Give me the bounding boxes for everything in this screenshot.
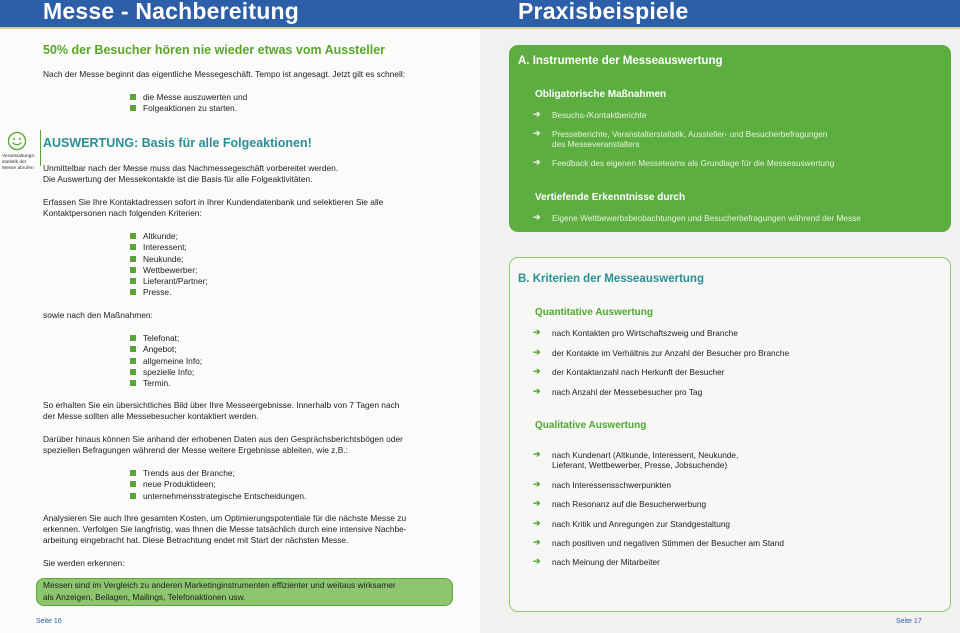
list-item: Trends aus der Branche; — [130, 468, 306, 479]
headline: 50% der Besucher hören nie wieder etwas vom Aussteller — [43, 43, 386, 57]
arrow-icon: ➔ — [533, 518, 541, 528]
arrow-item: ➔ der Kontakte im Verhältnis zur Anzahl der Besucher pro Branche — [533, 347, 790, 358]
arrow-icon: ➔ — [533, 479, 541, 489]
bullet-square-icon — [130, 267, 136, 273]
bullet-square-icon — [130, 94, 136, 100]
left-page-title: Messe - Nachbereitung — [43, 0, 299, 24]
arrow-icon: ➔ — [533, 212, 541, 222]
bullet-square-icon — [130, 335, 136, 341]
bullet-square-icon — [130, 278, 136, 284]
paragraph-line: So erhalten Sie ein übersichtliches Bild über Ihre Messeergebnisse. Innerhalb von 7 Tagen nach — [43, 400, 400, 410]
bullet-square-icon — [130, 481, 136, 487]
measures-list — [130, 333, 202, 389]
arrow-item: ➔ nach Resonanz auf die Besucherwerbung — [533, 498, 707, 509]
list-item: Angebot; — [130, 344, 202, 355]
highlight-line: Messen sind im Vergleich zu anderen Marketinginstrumenten effizienter und weitaus wirksamer — [43, 580, 396, 590]
arrow-icon: ➔ — [533, 366, 541, 376]
results-list — [130, 468, 306, 502]
bullet-square-icon — [130, 233, 136, 239]
paragraph-line: erkennen. Verfolgen Sie langfristig, was Ihnen die Messe tatsächlich durch eine intensive Nachbe- — [43, 524, 407, 534]
list-item: Interessent; — [130, 242, 208, 253]
list-item: Altkunde; — [130, 231, 208, 242]
arrow-item: ➔ nach Kontakten pro Wirtschaftszweig und Branche — [533, 327, 738, 338]
box-b-title: B. Kriterien der Messeauswertung — [518, 273, 704, 285]
bullet-square-icon — [130, 470, 136, 476]
intro-text: Nach der Messe beginnt das eigentliche Messegeschäft. Tempo ist angesagt. Jetzt gilt es schnell: — [43, 69, 406, 79]
paragraph-line: Erfassen Sie Ihre Kontaktadressen sofort in Ihrer Kundendatenbank und selektieren Sie alle — [43, 197, 384, 207]
arrow-item: ➔ Besuchs-/Kontaktberichte — [533, 109, 647, 120]
list-item: Lieferant/Partner; — [130, 276, 208, 287]
bullet-square-icon — [130, 358, 136, 364]
arrow-icon: ➔ — [533, 498, 541, 508]
bullet-square-icon — [130, 289, 136, 295]
arrow-icon: ➔ — [533, 347, 541, 357]
list-item: Folgeaktionen zu starten. — [130, 103, 247, 114]
side-note-divider — [40, 130, 41, 166]
right-page-title: Praxisbeispiele — [518, 0, 689, 24]
side-note: Veranstaltungs-statistik der Messe abrufen — [2, 154, 36, 171]
section-title: AUSWERTUNG: Basis für alle Folgeaktionen! — [43, 136, 312, 150]
list-item: Neukunde; — [130, 254, 208, 265]
arrow-item: ➔ Feedback des eigenen Messeteams als Grundlage für die Messeauswertung — [533, 157, 835, 168]
box-a-title: A. Instrumente der Messeauswertung — [518, 55, 723, 67]
arrow-item-line: Lieferant, Wettbewerber, Presse, Jobsuchende) — [552, 460, 728, 470]
list-item: allgemeine Info; — [130, 356, 202, 367]
arrow-item: ➔ Presseberichte, Veranstalterstatistik, Aussteller- und Besucherbefragungen — [533, 128, 828, 139]
arrow-item: ➔ Eigene Wettbewerbsbeobachtungen und Besucherbefragungen während der Messe — [533, 212, 861, 223]
bullet-square-icon — [130, 105, 136, 111]
paragraph-line: Analysieren Sie auch Ihre gesamten Kosten, um Optimierungspotentiale für die nächste Messe zu — [43, 513, 407, 523]
box-a-subtitle: Vertiefende Erkenntnisse durch — [535, 192, 686, 203]
list-item: Wettbewerber; — [130, 265, 208, 276]
arrow-icon: ➔ — [533, 109, 541, 119]
paragraph-line: Die Auswertung der Messekontakte ist die Basis für alle Folgeaktivitäten. — [43, 174, 313, 184]
bullet-square-icon — [130, 256, 136, 262]
arrow-icon: ➔ — [533, 556, 541, 566]
arrow-item: ➔ nach Meinung der Mitarbeiter — [533, 556, 660, 567]
paragraph-line: Unmittelbar nach der Messe muss das Nachmessegeschäft vorbereitet werden. — [43, 163, 339, 173]
arrow-icon: ➔ — [533, 128, 541, 138]
arrow-item: ➔ nach Interessensschwerpunkten — [533, 479, 671, 490]
measures-intro: sowie nach den Maßnahmen: — [43, 310, 153, 320]
arrow-icon: ➔ — [533, 537, 541, 547]
arrow-item: ➔ der Kontaktanzahl nach Herkunft der Besucher — [533, 366, 725, 377]
page-number-right: Seite 17 — [896, 618, 922, 625]
arrow-icon: ➔ — [533, 449, 541, 459]
header-divider — [0, 27, 960, 29]
arrow-icon: ➔ — [533, 386, 541, 396]
list-item: spezielle Info; — [130, 367, 202, 378]
arrow-item-line: des Messeveranstalters — [552, 139, 640, 149]
paragraph-line: Sie werden erkennen: — [43, 558, 125, 568]
arrow-item: ➔ nach positiven und negativen Stimmen der Besucher am Stand — [533, 537, 784, 548]
box-a-subtitle: Obligatorische Maßnahmen — [535, 89, 667, 100]
list-item: unternehmensstrategische Entscheidungen. — [130, 491, 306, 502]
paragraph-line: Darüber hinaus können Sie anhand der erhobenen Daten aus den Gesprächsberichtsbögen oder — [43, 434, 403, 444]
bullet-square-icon — [130, 244, 136, 250]
paragraph-line: Kontaktpersonen nach folgenden Kriterien: — [43, 208, 202, 218]
todo-list — [130, 92, 247, 115]
page-number-left: Seite 16 — [36, 618, 62, 625]
box-b-subtitle: Quantitative Auswertung — [535, 307, 653, 318]
list-item: die Messe auszuwerten und — [130, 92, 247, 103]
bullet-square-icon — [130, 380, 136, 386]
list-item: Telefonat; — [130, 333, 202, 344]
arrow-icon: ➔ — [533, 157, 541, 167]
arrow-item: ➔ nach Anzahl der Messebesucher pro Tag — [533, 386, 703, 397]
arrow-icon: ➔ — [533, 327, 541, 337]
list-item: Termin. — [130, 378, 202, 389]
list-item: neue Produktideen; — [130, 479, 306, 490]
paragraph-line: der Messe sollten alle Messebesucher kontaktiert werden. — [43, 411, 259, 421]
box-b-subtitle: Qualitative Auswertung — [535, 420, 647, 431]
bullet-square-icon — [130, 493, 136, 499]
arrow-item: ➔ nach Kritik und Anregungen zur Standgestaltung — [533, 518, 731, 529]
arrow-item: ➔ nach Kundenart (Altkunde, Interessent, Neukunde, — [533, 449, 739, 460]
paragraph-line: speziellen Befragungen während der Messe weitere Ergebnisse ableiten, wie z.B.: — [43, 445, 348, 455]
criteria-list — [130, 231, 208, 299]
bullet-square-icon — [130, 369, 136, 375]
bullet-square-icon — [130, 346, 136, 352]
paragraph-line: arbeitung eingebracht hat. Diese Betrachtung endet mit Start der nächsten Messe. — [43, 535, 349, 545]
highlight-line: als Anzeigen, Beilagen, Mailings, Telefonaktionen usw. — [43, 592, 246, 602]
smiley-icon — [7, 131, 27, 151]
list-item: Presse. — [130, 287, 208, 298]
